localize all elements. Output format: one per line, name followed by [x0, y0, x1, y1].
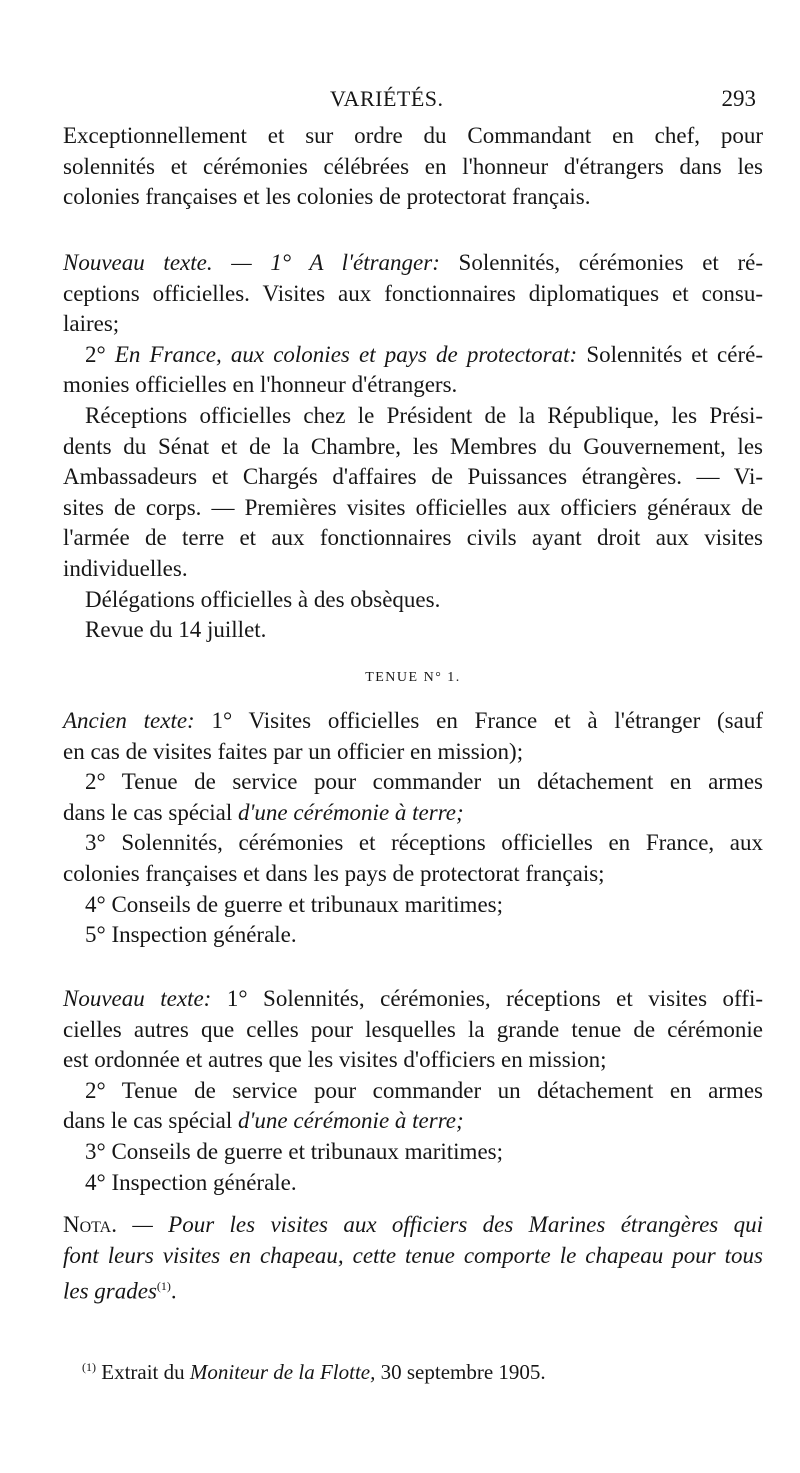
italic-text: En France, aux colonies et pays de protectorat:: [114, 341, 578, 367]
italic-text: Nouveau texte:: [63, 986, 212, 1011]
text-line: 2° Tenue de service pour commander un détachement en armes: [85, 1077, 763, 1103]
text-line: laires;: [63, 311, 120, 337]
text-line: monies officielles en l'honneur d'étrangers.: [63, 372, 458, 398]
text-line: est ordonnée et autres que les visites d'officiers en mission;: [63, 1047, 607, 1073]
italic-text: font leurs visites en chapeau, cette tenue comporte le chapeau pour tous: [63, 1242, 763, 1268]
text: .: [170, 1278, 177, 1304]
text-line: ceptions officielles. Visites aux fonctionnaires diplomatiques et consu-: [63, 280, 763, 306]
text-line: en cas de visites faites par un officier en mission);: [63, 738, 524, 764]
text-line: [63, 706, 763, 737]
text: Extrait du: [96, 1360, 190, 1384]
text-line: [63, 1106, 763, 1137]
text-line: solennités et cérémonies célébrées en l'honneur d'étrangers dans les: [63, 153, 763, 179]
text-line: [63, 248, 763, 279]
text-line: [63, 1271, 763, 1302]
text: 30 septembre 1905.: [375, 1360, 546, 1384]
text-line: 3° Conseils de guerre et tribunaux maritimes;: [85, 1138, 503, 1164]
text: dans le cas spécial: [63, 1108, 238, 1134]
text-line: [63, 1241, 763, 1272]
text: 2°: [85, 341, 115, 367]
text-line: cielles autres que celles pour lesquelles la grande tenue de cérémonie: [63, 1016, 763, 1042]
nouveau-texte-tenue-section: [63, 984, 763, 1198]
text: 1° Visites officielles en France et à l'étranger (sauf: [194, 708, 763, 733]
text: Solennités, cérémonies et ré-: [439, 250, 763, 275]
italic-text: 1° A l'étranger:: [270, 250, 440, 275]
text-line: dents du Sénat et de la Chambre, les Membres du Gouvernement, les: [63, 433, 763, 459]
text-line: [63, 798, 763, 829]
text-line: individuelles.: [63, 555, 188, 581]
text: Solennités et céré-: [577, 341, 763, 367]
section-title: TENUE N° 1.: [365, 670, 461, 685]
text-line: sites de corps. — Premières visites officielles aux officiers généraux de: [63, 494, 763, 520]
header-title: VARIÉTÉS.: [330, 86, 444, 111]
running-header: [0, 86, 800, 116]
intro-paragraph: [63, 121, 763, 213]
text-line: [63, 340, 763, 371]
text-line: Délégations officielles à des obsèques.: [85, 586, 441, 612]
label-italic: Nouveau texte. —: [63, 250, 271, 275]
nouveau-texte-section: [63, 248, 763, 646]
italic-text: les grades: [63, 1278, 157, 1304]
footnote-reference: (1): [156, 1279, 171, 1294]
text-line: 3° Solennités, cérémonies et réceptions officielles en France, aux: [85, 830, 763, 856]
text: 1° Solennités, cérémonies, réceptions et visites offi-: [211, 986, 763, 1011]
text-line: 4° Inspection générale.: [85, 1169, 297, 1195]
text-line: 4° Conseils de guerre et tribunaux maritimes;: [85, 891, 503, 917]
italic-text: Ancien texte:: [63, 708, 195, 733]
text-line: [63, 1210, 763, 1241]
page-number: 293: [721, 86, 756, 111]
text-line: Ambassadeurs et Chargés d'affaires de Puissances étrangères. — Vi-: [63, 464, 763, 490]
italic-text: — Pour les visites aux officiers des Marines étrangères qui: [116, 1212, 763, 1237]
nota-paragraph: [63, 1210, 763, 1302]
nota-label: Nota.: [63, 1212, 117, 1237]
text-line: colonies françaises et dans les pays de protectorat français;: [63, 860, 605, 886]
text-line: Exceptionnellement et sur ordre du Commandant en chef, pour: [63, 123, 763, 148]
ancien-texte-section: [63, 706, 763, 951]
text-line: colonies françaises et les colonies de protectorat français.: [63, 184, 591, 210]
italic-text: Moniteur de la Flotte,: [189, 1360, 376, 1384]
text-line: Réceptions officielles chez le Président de la République, les Prési-: [85, 402, 763, 428]
text-line: l'armée de terre et aux fonctionnaires civils ayant droit aux visites: [63, 525, 763, 551]
footnote-marker: (1): [82, 1360, 96, 1374]
footnote: [82, 1352, 782, 1383]
text-line: [63, 984, 763, 1015]
text-line: 5° Inspection générale.: [85, 922, 297, 948]
section-heading: [63, 664, 763, 692]
text-line: Revue du 14 juillet.: [85, 617, 267, 643]
footnote-line: [82, 1352, 782, 1383]
text-line: 2° Tenue de service pour commander un détachement en armes: [85, 769, 763, 795]
italic-text: d'une cérémonie à terre;: [237, 799, 464, 825]
italic-text: d'une cérémonie à terre;: [237, 1108, 464, 1134]
text: dans le cas spécial: [63, 799, 238, 825]
